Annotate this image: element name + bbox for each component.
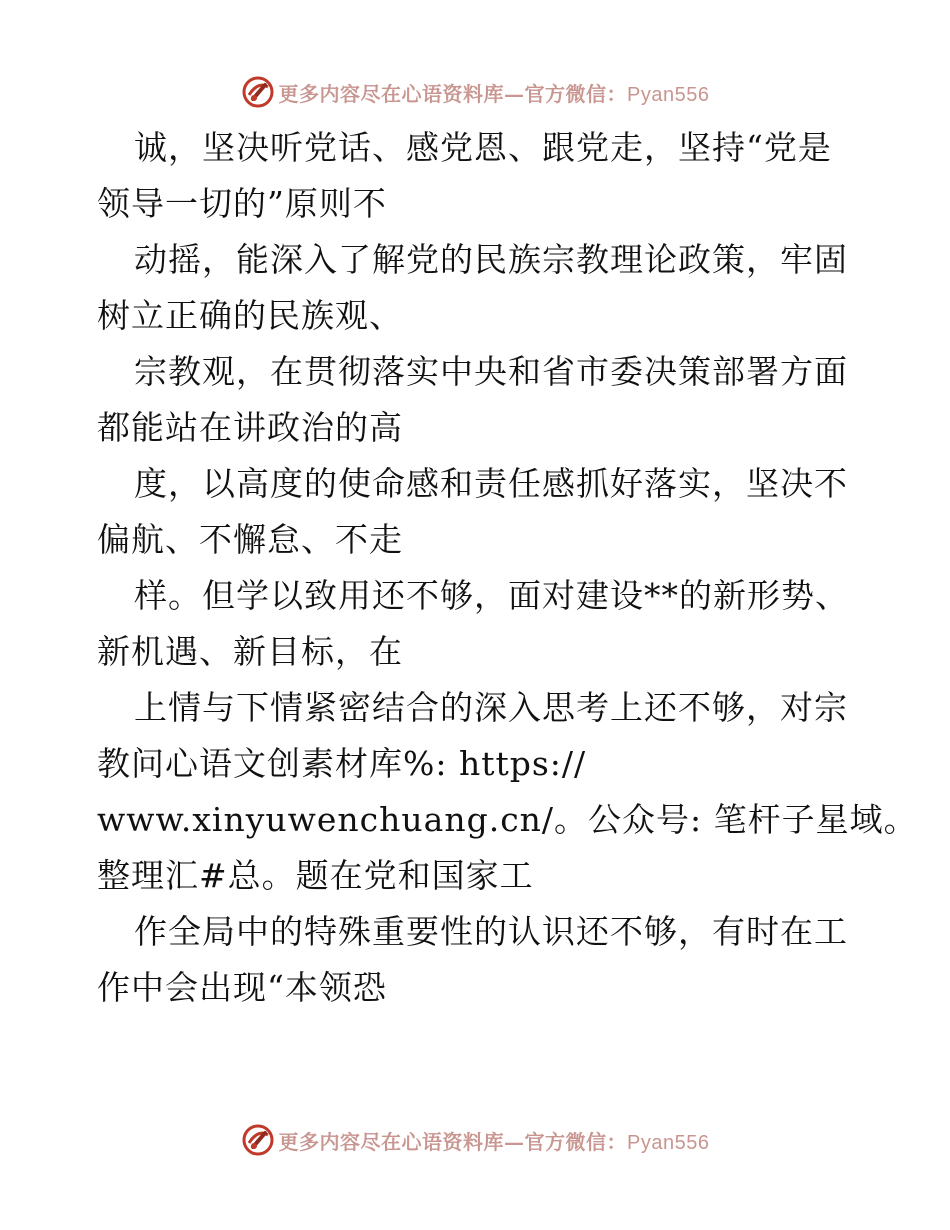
footer-banner <box>0 1120 950 1160</box>
body-line: 宗教观，在贯彻落实中央和省市委决策部署方面 <box>134 352 848 391</box>
footer-banner-label: 更多内容尽在心语资料库—官方微信： <box>278 1129 628 1154</box>
body-line: 树立正确的民族观、 <box>97 296 403 335</box>
brand-logo-icon <box>241 1123 275 1157</box>
body-line: 样。但学以致用还不够，面对建设**的新形势、 <box>134 576 849 615</box>
body-line: 动摇，能深入了解党的民族宗教理论政策，牢固 <box>134 240 848 279</box>
body-line: 作全局中的特殊重要性的认识还不够，有时在工 <box>134 912 848 951</box>
header-banner-text <box>279 78 710 107</box>
body-line: 诚，坚决听党话、感党恩、跟党走，坚持“党是 <box>134 128 832 167</box>
brand-logo-icon <box>241 75 275 109</box>
body-line: 作中会出现“本领恐 <box>97 968 387 1007</box>
document-body <box>97 120 918 1016</box>
body-line: 教问心语文创素材库%: https:// <box>97 744 587 783</box>
body-line: 领导一切的”原则不 <box>97 184 387 223</box>
footer-banner-wechat-id: Pyan556 <box>627 1131 710 1154</box>
footer-banner-text <box>279 1126 710 1155</box>
body-line: 度，以高度的使命感和责任感抓好落实，坚决不 <box>134 464 848 503</box>
header-banner-wechat-id: Pyan556 <box>627 83 710 106</box>
body-line: 都能站在讲政治的高 <box>97 408 403 447</box>
body-line: 上情与下情紧密结合的深入思考上还不够，对宗 <box>134 688 848 727</box>
body-line: 整理汇#总。题在党和国家工 <box>97 856 534 895</box>
header-banner-label: 更多内容尽在心语资料库—官方微信： <box>278 81 628 106</box>
body-line: 新机遇、新目标，在 <box>97 632 403 671</box>
body-line: www.xinyuwenchuang.cn/。公众号: 笔杆子星域。 <box>97 800 918 839</box>
header-banner <box>0 72 950 112</box>
body-line: 偏航、不懈怠、不走 <box>97 520 403 559</box>
